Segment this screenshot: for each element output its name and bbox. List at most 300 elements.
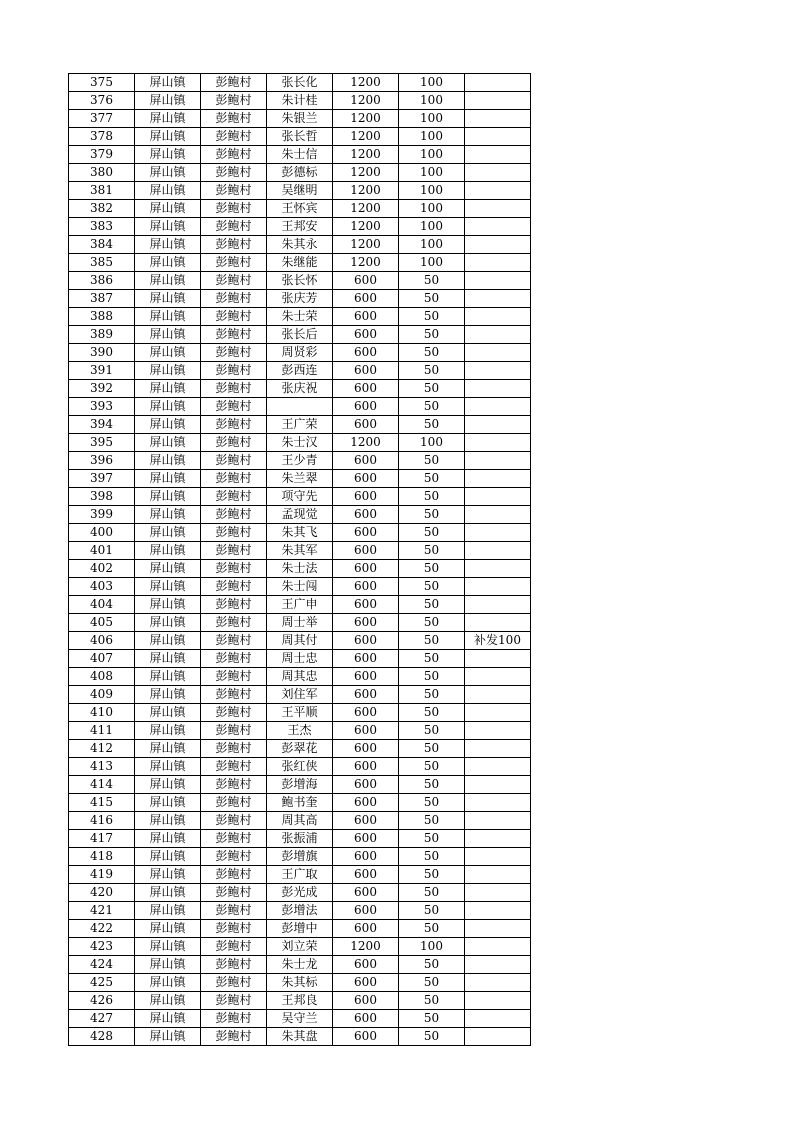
name-cell: 王广荣: [267, 416, 333, 434]
village-cell: 彭鲍村: [201, 650, 267, 668]
amount-cell: 600: [333, 848, 399, 866]
row-number-cell: 403: [69, 578, 135, 596]
remark-cell: [465, 254, 531, 272]
amount-cell: 600: [333, 272, 399, 290]
table-row: [69, 974, 531, 992]
remark-cell: [465, 326, 531, 344]
village-cell: 彭鲍村: [201, 614, 267, 632]
village-cell: 彭鲍村: [201, 308, 267, 326]
table-row: [69, 596, 531, 614]
remark-cell: [465, 398, 531, 416]
town-cell: 屏山镇: [135, 416, 201, 434]
name-cell: 王平顺: [267, 704, 333, 722]
remark-cell: [465, 236, 531, 254]
amount-cell: 600: [333, 308, 399, 326]
table-row: [69, 1010, 531, 1028]
village-cell: 彭鲍村: [201, 722, 267, 740]
town-cell: 屏山镇: [135, 614, 201, 632]
remark-cell: [465, 362, 531, 380]
row-number-cell: 418: [69, 848, 135, 866]
town-cell: 屏山镇: [135, 938, 201, 956]
village-cell: 彭鲍村: [201, 992, 267, 1010]
amount-cell: 600: [333, 524, 399, 542]
town-cell: 屏山镇: [135, 848, 201, 866]
row-number-cell: 392: [69, 380, 135, 398]
table-row: [69, 74, 531, 92]
subsidy-cell: 50: [399, 866, 465, 884]
row-number-cell: 384: [69, 236, 135, 254]
row-number-cell: 402: [69, 560, 135, 578]
row-number-cell: 420: [69, 884, 135, 902]
town-cell: 屏山镇: [135, 920, 201, 938]
village-cell: 彭鲍村: [201, 758, 267, 776]
village-cell: 彭鲍村: [201, 578, 267, 596]
table-body: [69, 74, 531, 1046]
remark-cell: [465, 380, 531, 398]
remark-cell: [465, 920, 531, 938]
name-cell: 朱其飞: [267, 524, 333, 542]
remark-cell: [465, 722, 531, 740]
subsidy-cell: 50: [399, 794, 465, 812]
remark-cell: [465, 1028, 531, 1046]
table-row: [69, 308, 531, 326]
name-cell: 周其忠: [267, 668, 333, 686]
town-cell: 屏山镇: [135, 758, 201, 776]
town-cell: 屏山镇: [135, 290, 201, 308]
town-cell: 屏山镇: [135, 812, 201, 830]
name-cell: 张红侠: [267, 758, 333, 776]
town-cell: 屏山镇: [135, 974, 201, 992]
name-cell: 张长化: [267, 74, 333, 92]
name-cell: 张长哲: [267, 128, 333, 146]
table-row: [69, 218, 531, 236]
village-cell: 彭鲍村: [201, 1028, 267, 1046]
town-cell: 屏山镇: [135, 884, 201, 902]
subsidy-cell: 50: [399, 416, 465, 434]
row-number-cell: 401: [69, 542, 135, 560]
table-row: [69, 416, 531, 434]
amount-cell: 1200: [333, 938, 399, 956]
table-row: [69, 560, 531, 578]
village-cell: 彭鲍村: [201, 146, 267, 164]
name-cell: 彭翠花: [267, 740, 333, 758]
name-cell: 张庆芳: [267, 290, 333, 308]
amount-cell: 600: [333, 920, 399, 938]
table-row: [69, 830, 531, 848]
table-row: [69, 740, 531, 758]
subsidy-cell: 50: [399, 344, 465, 362]
remark-cell: [465, 506, 531, 524]
town-cell: 屏山镇: [135, 344, 201, 362]
subsidy-cell: 50: [399, 758, 465, 776]
village-cell: 彭鲍村: [201, 938, 267, 956]
amount-cell: 600: [333, 380, 399, 398]
subsidy-cell: 50: [399, 560, 465, 578]
subsidy-cell: 50: [399, 272, 465, 290]
amount-cell: 1200: [333, 110, 399, 128]
village-cell: 彭鲍村: [201, 164, 267, 182]
remark-cell: [465, 308, 531, 326]
row-number-cell: 383: [69, 218, 135, 236]
table-row: [69, 200, 531, 218]
subsidy-cell: 100: [399, 164, 465, 182]
name-cell: 王杰: [267, 722, 333, 740]
amount-cell: 1200: [333, 236, 399, 254]
town-cell: 屏山镇: [135, 92, 201, 110]
remark-cell: [465, 776, 531, 794]
subsidy-cell: 50: [399, 308, 465, 326]
village-cell: 彭鲍村: [201, 92, 267, 110]
amount-cell: 600: [333, 686, 399, 704]
town-cell: 屏山镇: [135, 560, 201, 578]
remark-cell: [465, 650, 531, 668]
amount-cell: 1200: [333, 218, 399, 236]
amount-cell: 600: [333, 956, 399, 974]
village-cell: 彭鲍村: [201, 956, 267, 974]
row-number-cell: 389: [69, 326, 135, 344]
subsidy-cell: 50: [399, 920, 465, 938]
village-cell: 彭鲍村: [201, 596, 267, 614]
subsidy-cell: 50: [399, 1010, 465, 1028]
amount-cell: 600: [333, 650, 399, 668]
name-cell: [267, 398, 333, 416]
name-cell: 彭西连: [267, 362, 333, 380]
amount-cell: 600: [333, 614, 399, 632]
table-row: [69, 1028, 531, 1046]
village-cell: 彭鲍村: [201, 560, 267, 578]
table-row: [69, 146, 531, 164]
name-cell: 彭增法: [267, 902, 333, 920]
amount-cell: 600: [333, 1028, 399, 1046]
row-number-cell: 412: [69, 740, 135, 758]
subsidy-cell: 50: [399, 290, 465, 308]
town-cell: 屏山镇: [135, 434, 201, 452]
remark-cell: [465, 470, 531, 488]
subsidy-cell: 50: [399, 668, 465, 686]
remark-cell: [465, 290, 531, 308]
name-cell: 朱士荣: [267, 308, 333, 326]
name-cell: 王广取: [267, 866, 333, 884]
table-row: [69, 488, 531, 506]
row-number-cell: 387: [69, 290, 135, 308]
subsidy-cell: 50: [399, 488, 465, 506]
subsidy-cell: 50: [399, 632, 465, 650]
village-cell: 彭鲍村: [201, 488, 267, 506]
subsidy-cell: 50: [399, 830, 465, 848]
amount-cell: 600: [333, 596, 399, 614]
table-row: [69, 326, 531, 344]
row-number-cell: 411: [69, 722, 135, 740]
name-cell: 周其付: [267, 632, 333, 650]
row-number-cell: 378: [69, 128, 135, 146]
subsidy-cell: 100: [399, 218, 465, 236]
town-cell: 屏山镇: [135, 722, 201, 740]
name-cell: 朱其标: [267, 974, 333, 992]
town-cell: 屏山镇: [135, 794, 201, 812]
table-row: [69, 524, 531, 542]
name-cell: 彭增旗: [267, 848, 333, 866]
table-row: [69, 704, 531, 722]
data-table: [68, 73, 531, 1046]
amount-cell: 600: [333, 974, 399, 992]
subsidy-cell: 50: [399, 452, 465, 470]
name-cell: 朱其永: [267, 236, 333, 254]
town-cell: 屏山镇: [135, 1028, 201, 1046]
remark-cell: [465, 812, 531, 830]
row-number-cell: 409: [69, 686, 135, 704]
village-cell: 彭鲍村: [201, 848, 267, 866]
name-cell: 朱其军: [267, 542, 333, 560]
subsidy-cell: 50: [399, 362, 465, 380]
remark-cell: [465, 848, 531, 866]
village-cell: 彭鲍村: [201, 218, 267, 236]
subsidy-cell: 50: [399, 596, 465, 614]
row-number-cell: 417: [69, 830, 135, 848]
subsidy-cell: 50: [399, 398, 465, 416]
amount-cell: 1200: [333, 164, 399, 182]
table-row: [69, 812, 531, 830]
row-number-cell: 427: [69, 1010, 135, 1028]
village-cell: 彭鲍村: [201, 344, 267, 362]
name-cell: 王怀宾: [267, 200, 333, 218]
row-number-cell: 375: [69, 74, 135, 92]
remark-cell: [465, 596, 531, 614]
town-cell: 屏山镇: [135, 506, 201, 524]
remark-cell: [465, 182, 531, 200]
name-cell: 朱士龙: [267, 956, 333, 974]
row-number-cell: 407: [69, 650, 135, 668]
name-cell: 朱计桂: [267, 92, 333, 110]
table-row: [69, 866, 531, 884]
table-row: [69, 848, 531, 866]
name-cell: 周士忠: [267, 650, 333, 668]
row-number-cell: 386: [69, 272, 135, 290]
village-cell: 彭鲍村: [201, 434, 267, 452]
village-cell: 彭鲍村: [201, 704, 267, 722]
row-number-cell: 394: [69, 416, 135, 434]
town-cell: 屏山镇: [135, 128, 201, 146]
row-number-cell: 391: [69, 362, 135, 380]
village-cell: 彭鲍村: [201, 866, 267, 884]
town-cell: 屏山镇: [135, 776, 201, 794]
town-cell: 屏山镇: [135, 650, 201, 668]
remark-cell: [465, 578, 531, 596]
subsidy-cell: 50: [399, 542, 465, 560]
name-cell: 张庆祝: [267, 380, 333, 398]
subsidy-cell: 100: [399, 128, 465, 146]
village-cell: 彭鲍村: [201, 236, 267, 254]
town-cell: 屏山镇: [135, 866, 201, 884]
subsidy-cell: 50: [399, 380, 465, 398]
amount-cell: 600: [333, 1010, 399, 1028]
town-cell: 屏山镇: [135, 218, 201, 236]
name-cell: 张长后: [267, 326, 333, 344]
row-number-cell: 413: [69, 758, 135, 776]
town-cell: 屏山镇: [135, 200, 201, 218]
table-row: [69, 470, 531, 488]
table-row: [69, 902, 531, 920]
table-row: [69, 632, 531, 650]
village-cell: 彭鲍村: [201, 524, 267, 542]
amount-cell: 600: [333, 488, 399, 506]
row-number-cell: 419: [69, 866, 135, 884]
table-row: [69, 92, 531, 110]
town-cell: 屏山镇: [135, 110, 201, 128]
name-cell: 周贤彩: [267, 344, 333, 362]
row-number-cell: 405: [69, 614, 135, 632]
village-cell: 彭鲍村: [201, 974, 267, 992]
amount-cell: 600: [333, 326, 399, 344]
village-cell: 彭鲍村: [201, 326, 267, 344]
subsidy-cell: 100: [399, 92, 465, 110]
subsidy-cell: 100: [399, 110, 465, 128]
table-row: [69, 884, 531, 902]
subsidy-cell: 100: [399, 74, 465, 92]
amount-cell: 600: [333, 344, 399, 362]
subsidy-cell: 100: [399, 938, 465, 956]
subsidy-cell: 50: [399, 974, 465, 992]
name-cell: 鲍书奎: [267, 794, 333, 812]
village-cell: 彭鲍村: [201, 776, 267, 794]
remark-cell: [465, 992, 531, 1010]
subsidy-cell: 50: [399, 848, 465, 866]
table-row: [69, 164, 531, 182]
subsidy-cell: 50: [399, 776, 465, 794]
amount-cell: 600: [333, 416, 399, 434]
town-cell: 屏山镇: [135, 362, 201, 380]
subsidy-cell: 50: [399, 902, 465, 920]
subsidy-cell: 50: [399, 1028, 465, 1046]
row-number-cell: 398: [69, 488, 135, 506]
town-cell: 屏山镇: [135, 686, 201, 704]
town-cell: 屏山镇: [135, 254, 201, 272]
town-cell: 屏山镇: [135, 488, 201, 506]
amount-cell: 1200: [333, 434, 399, 452]
subsidy-cell: 50: [399, 884, 465, 902]
town-cell: 屏山镇: [135, 632, 201, 650]
subsidy-cell: 50: [399, 650, 465, 668]
village-cell: 彭鲍村: [201, 182, 267, 200]
amount-cell: 600: [333, 794, 399, 812]
name-cell: 朱士闯: [267, 578, 333, 596]
remark-cell: [465, 740, 531, 758]
name-cell: 王邦良: [267, 992, 333, 1010]
name-cell: 朱士法: [267, 560, 333, 578]
amount-cell: 600: [333, 776, 399, 794]
village-cell: 彭鲍村: [201, 884, 267, 902]
village-cell: 彭鲍村: [201, 290, 267, 308]
village-cell: 彭鲍村: [201, 830, 267, 848]
amount-cell: 600: [333, 290, 399, 308]
town-cell: 屏山镇: [135, 830, 201, 848]
village-cell: 彭鲍村: [201, 902, 267, 920]
row-number-cell: 406: [69, 632, 135, 650]
name-cell: 王邦安: [267, 218, 333, 236]
name-cell: 吴继明: [267, 182, 333, 200]
village-cell: 彭鲍村: [201, 362, 267, 380]
remark-cell: [465, 704, 531, 722]
amount-cell: 600: [333, 560, 399, 578]
row-number-cell: 424: [69, 956, 135, 974]
village-cell: 彭鲍村: [201, 470, 267, 488]
amount-cell: 600: [333, 470, 399, 488]
name-cell: 朱继能: [267, 254, 333, 272]
town-cell: 屏山镇: [135, 236, 201, 254]
row-number-cell: 428: [69, 1028, 135, 1046]
town-cell: 屏山镇: [135, 308, 201, 326]
table-row: [69, 920, 531, 938]
subsidy-cell: 50: [399, 524, 465, 542]
village-cell: 彭鲍村: [201, 200, 267, 218]
name-cell: 朱士汉: [267, 434, 333, 452]
row-number-cell: 400: [69, 524, 135, 542]
table-row: [69, 344, 531, 362]
subsidy-cell: 50: [399, 470, 465, 488]
town-cell: 屏山镇: [135, 272, 201, 290]
name-cell: 彭增中: [267, 920, 333, 938]
subsidy-cell: 100: [399, 182, 465, 200]
name-cell: 刘立荣: [267, 938, 333, 956]
remark-cell: [465, 542, 531, 560]
town-cell: 屏山镇: [135, 956, 201, 974]
amount-cell: 1200: [333, 92, 399, 110]
amount-cell: 600: [333, 758, 399, 776]
remark-cell: [465, 668, 531, 686]
remark-cell: [465, 938, 531, 956]
town-cell: 屏山镇: [135, 542, 201, 560]
row-number-cell: 415: [69, 794, 135, 812]
name-cell: 王广申: [267, 596, 333, 614]
row-number-cell: 380: [69, 164, 135, 182]
table-row: [69, 992, 531, 1010]
remark-cell: [465, 218, 531, 236]
amount-cell: 600: [333, 992, 399, 1010]
table-row: [69, 434, 531, 452]
table-row: [69, 362, 531, 380]
row-number-cell: 426: [69, 992, 135, 1010]
row-number-cell: 385: [69, 254, 135, 272]
remark-cell: [465, 830, 531, 848]
row-number-cell: 421: [69, 902, 135, 920]
town-cell: 屏山镇: [135, 452, 201, 470]
village-cell: 彭鲍村: [201, 812, 267, 830]
table-row: [69, 650, 531, 668]
row-number-cell: 414: [69, 776, 135, 794]
table-row: [69, 614, 531, 632]
table-row: [69, 236, 531, 254]
table-row: [69, 452, 531, 470]
table-row: [69, 110, 531, 128]
remark-cell: [465, 200, 531, 218]
name-cell: 周其高: [267, 812, 333, 830]
remark-cell: [465, 488, 531, 506]
subsidy-cell: 100: [399, 236, 465, 254]
row-number-cell: 422: [69, 920, 135, 938]
name-cell: 彭德标: [267, 164, 333, 182]
village-cell: 彭鲍村: [201, 740, 267, 758]
name-cell: 朱其盘: [267, 1028, 333, 1046]
table-row: [69, 956, 531, 974]
remark-cell: [465, 92, 531, 110]
village-cell: 彭鲍村: [201, 632, 267, 650]
village-cell: 彭鲍村: [201, 920, 267, 938]
subsidy-cell: 50: [399, 740, 465, 758]
village-cell: 彭鲍村: [201, 272, 267, 290]
subsidy-cell: 50: [399, 578, 465, 596]
name-cell: 彭光成: [267, 884, 333, 902]
remark-cell: [465, 794, 531, 812]
remark-cell: [465, 956, 531, 974]
